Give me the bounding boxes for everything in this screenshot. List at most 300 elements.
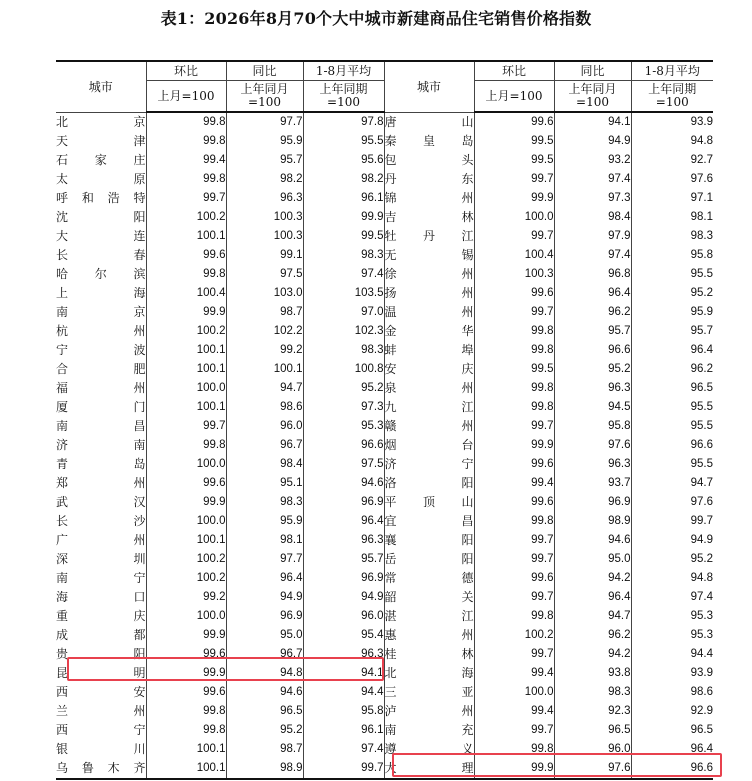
mom-value: 99.6 [146, 683, 226, 702]
avg-value: 97.3 [303, 398, 384, 417]
city-name: 扬州 [384, 284, 474, 303]
city-name: 郑州 [56, 476, 146, 490]
mom-value: 99.8 [146, 436, 226, 455]
city-name: 兰州 [56, 704, 146, 718]
avg-value: 102.3 [303, 322, 384, 341]
avg-value: 96.9 [303, 569, 384, 588]
avg-value: 98.3 [303, 246, 384, 265]
mom-value: 100.2 [474, 626, 554, 645]
yoy-value: 94.9 [226, 588, 303, 607]
mom-value: 99.9 [146, 626, 226, 645]
city-name: 平顶山 [384, 493, 474, 512]
yoy-value: 97.5 [226, 265, 303, 284]
yoy-value: 94.2 [554, 645, 631, 664]
avg-value: 98.6 [631, 683, 713, 702]
table-row [56, 664, 713, 683]
mom-value: 99.9 [474, 436, 554, 455]
header-city-right: 城市 [384, 61, 474, 112]
table-row [56, 588, 713, 607]
table-row [56, 284, 713, 303]
avg-value: 96.2 [631, 360, 713, 379]
city-name: 贵阳 [56, 647, 146, 661]
mom-value: 99.6 [474, 112, 554, 132]
mom-value: 100.4 [146, 284, 226, 303]
mom-value: 100.1 [146, 398, 226, 417]
city-name: 泉州 [384, 379, 474, 398]
mom-value: 99.6 [474, 455, 554, 474]
table-row [56, 474, 713, 493]
yoy-value: 99.1 [226, 246, 303, 265]
avg-value: 96.0 [303, 607, 384, 626]
mom-value: 99.7 [474, 721, 554, 740]
city-name: 韶关 [384, 588, 474, 607]
city-name: 岳阳 [384, 550, 474, 569]
table-row [56, 417, 713, 436]
yoy-value: 103.0 [226, 284, 303, 303]
avg-value: 97.8 [303, 112, 384, 132]
avg-value: 97.1 [631, 189, 713, 208]
city-name: 赣州 [384, 417, 474, 436]
table-row [56, 303, 713, 322]
yoy-value: 98.9 [554, 512, 631, 531]
avg-value: 96.6 [631, 759, 713, 779]
yoy-value: 97.6 [554, 436, 631, 455]
yoy-value: 95.7 [226, 151, 303, 170]
avg-value: 95.3 [631, 607, 713, 626]
city-name: 三亚 [384, 683, 474, 702]
mom-value: 100.2 [146, 569, 226, 588]
table-row [56, 759, 713, 779]
yoy-value: 95.2 [226, 721, 303, 740]
avg-value: 96.6 [631, 436, 713, 455]
mom-value: 100.2 [146, 550, 226, 569]
yoy-value: 94.2 [554, 569, 631, 588]
mom-value: 100.1 [146, 360, 226, 379]
avg-value: 100.8 [303, 360, 384, 379]
avg-value: 93.9 [631, 664, 713, 683]
city-name: 南昌 [56, 419, 146, 433]
avg-value: 98.3 [631, 227, 713, 246]
avg-value: 95.2 [631, 284, 713, 303]
avg-value: 94.8 [631, 569, 713, 588]
yoy-value: 97.3 [554, 189, 631, 208]
yoy-value: 94.7 [554, 607, 631, 626]
mom-value: 99.8 [146, 702, 226, 721]
yoy-value: 95.0 [226, 626, 303, 645]
table-row [56, 132, 713, 151]
table-row [56, 322, 713, 341]
mom-value: 99.7 [146, 189, 226, 208]
city-name: 金华 [384, 322, 474, 341]
yoy-value: 95.7 [554, 322, 631, 341]
avg-value: 92.7 [631, 151, 713, 170]
yoy-value: 100.1 [226, 360, 303, 379]
table-row [56, 531, 713, 550]
mom-value: 100.2 [146, 208, 226, 227]
mom-value: 100.0 [146, 455, 226, 474]
mom-value: 99.4 [146, 151, 226, 170]
yoy-value: 96.8 [554, 265, 631, 284]
header-mom-left: 环比 [146, 61, 226, 81]
mom-value: 99.6 [474, 284, 554, 303]
city-name: 福州 [56, 381, 146, 395]
mom-value: 99.9 [474, 189, 554, 208]
mom-value: 99.6 [474, 493, 554, 512]
mom-value: 99.6 [474, 569, 554, 588]
table-row [56, 683, 713, 702]
city-name: 无锡 [384, 246, 474, 265]
mom-value: 99.9 [146, 493, 226, 512]
city-name: 广州 [56, 533, 146, 547]
mom-value: 99.5 [474, 132, 554, 151]
yoy-value: 95.9 [226, 132, 303, 151]
yoy-value: 96.3 [554, 379, 631, 398]
city-name: 长沙 [56, 514, 146, 528]
city-name: 泸州 [384, 702, 474, 721]
avg-value: 97.6 [631, 170, 713, 189]
avg-value: 96.3 [303, 531, 384, 550]
header-mom-right: 环比 [474, 61, 554, 81]
table-row [56, 436, 713, 455]
mom-value: 99.6 [146, 246, 226, 265]
avg-value: 98.3 [303, 341, 384, 360]
mom-value: 99.7 [474, 417, 554, 436]
yoy-value: 94.6 [554, 531, 631, 550]
mom-value: 99.8 [146, 112, 226, 132]
avg-value: 95.6 [303, 151, 384, 170]
yoy-value: 94.1 [554, 112, 631, 132]
city-name: 北京 [56, 114, 146, 129]
avg-value: 95.2 [631, 550, 713, 569]
city-name: 长春 [56, 248, 146, 262]
avg-value: 94.9 [303, 588, 384, 607]
header-avg-left: 1-8月平均 [303, 61, 384, 81]
yoy-value: 102.2 [226, 322, 303, 341]
yoy-value: 96.0 [554, 740, 631, 759]
yoy-value: 96.9 [554, 493, 631, 512]
mom-value: 99.8 [474, 341, 554, 360]
yoy-value: 96.0 [226, 417, 303, 436]
avg-value: 92.9 [631, 702, 713, 721]
mom-value: 99.7 [474, 645, 554, 664]
avg-value: 94.4 [303, 683, 384, 702]
mom-value: 100.1 [146, 740, 226, 759]
mom-value: 99.5 [474, 151, 554, 170]
avg-value: 95.8 [303, 702, 384, 721]
yoy-value: 92.3 [554, 702, 631, 721]
yoy-value: 96.2 [554, 626, 631, 645]
sub-mom-left: 上月=100 [146, 81, 226, 113]
yoy-value: 94.6 [226, 683, 303, 702]
avg-value: 94.4 [631, 645, 713, 664]
table-row [56, 702, 713, 721]
city-name: 安庆 [384, 360, 474, 379]
avg-value: 97.4 [631, 588, 713, 607]
avg-value: 93.9 [631, 112, 713, 132]
city-name: 丹东 [384, 170, 474, 189]
city-name: 包头 [384, 151, 474, 170]
yoy-value: 96.5 [554, 721, 631, 740]
mom-value: 99.7 [474, 227, 554, 246]
yoy-value: 93.7 [554, 474, 631, 493]
table-row [56, 550, 713, 569]
table-row [56, 112, 713, 132]
yoy-value: 98.6 [226, 398, 303, 417]
sub-avg-left: 上年同期 =100 [303, 81, 384, 113]
mom-value: 99.8 [474, 398, 554, 417]
mom-value: 99.9 [146, 664, 226, 683]
yoy-value: 96.2 [554, 303, 631, 322]
avg-value: 99.7 [303, 759, 384, 779]
header-city-left: 城市 [56, 61, 146, 112]
table-row [56, 569, 713, 588]
yoy-value: 96.5 [226, 702, 303, 721]
table-row [56, 208, 713, 227]
avg-value: 96.5 [631, 721, 713, 740]
avg-value: 96.1 [303, 189, 384, 208]
avg-value: 96.3 [303, 645, 384, 664]
avg-value: 95.7 [631, 322, 713, 341]
yoy-value: 94.8 [226, 664, 303, 683]
mom-value: 100.1 [146, 531, 226, 550]
table-row [56, 398, 713, 417]
mom-value: 99.8 [474, 379, 554, 398]
avg-value: 98.1 [631, 208, 713, 227]
city-name: 惠州 [384, 626, 474, 645]
yoy-value: 98.4 [554, 208, 631, 227]
avg-value: 94.8 [631, 132, 713, 151]
header-yoy-right: 同比 [554, 61, 631, 81]
sub-avg-right: 上年同期 =100 [631, 81, 713, 113]
yoy-value: 96.9 [226, 607, 303, 626]
avg-value: 96.9 [303, 493, 384, 512]
yoy-value: 97.7 [226, 112, 303, 132]
mom-value: 99.8 [146, 265, 226, 284]
mom-value: 100.1 [146, 759, 226, 779]
mom-value: 99.6 [146, 474, 226, 493]
table-row [56, 645, 713, 664]
table-row [56, 626, 713, 645]
yoy-value: 93.8 [554, 664, 631, 683]
city-name: 昆明 [56, 666, 146, 680]
table-row [56, 151, 713, 170]
city-name: 温州 [384, 303, 474, 322]
table-row [56, 189, 713, 208]
sub-yoy-right: 上年同月 =100 [554, 81, 631, 113]
mom-value: 100.1 [146, 341, 226, 360]
avg-value: 95.9 [631, 303, 713, 322]
yoy-value: 94.9 [554, 132, 631, 151]
city-name: 秦皇岛 [384, 132, 474, 151]
avg-value: 95.5 [303, 132, 384, 151]
yoy-value: 96.4 [226, 569, 303, 588]
price-index-table [56, 60, 713, 780]
avg-value: 96.5 [631, 379, 713, 398]
table-row [56, 607, 713, 626]
mom-value: 99.8 [146, 170, 226, 189]
avg-value: 97.6 [631, 493, 713, 512]
yoy-value: 97.6 [554, 759, 631, 779]
avg-value: 99.5 [303, 227, 384, 246]
mom-value: 99.4 [474, 702, 554, 721]
yoy-value: 98.7 [226, 303, 303, 322]
yoy-value: 95.1 [226, 474, 303, 493]
yoy-value: 96.3 [554, 455, 631, 474]
table-title: 表1：2026年8月70个大中城市新建商品住宅销售价格指数 [160, 9, 592, 28]
city-name: 徐州 [384, 265, 474, 284]
avg-value: 95.5 [631, 398, 713, 417]
mom-value: 100.0 [474, 208, 554, 227]
yoy-value: 99.2 [226, 341, 303, 360]
mom-value: 99.8 [474, 740, 554, 759]
city-name: 蚌埠 [384, 341, 474, 360]
yoy-value: 97.4 [554, 170, 631, 189]
yoy-value: 98.3 [226, 493, 303, 512]
avg-value: 95.3 [303, 417, 384, 436]
city-name: 重庆 [56, 609, 146, 623]
mom-value: 100.0 [146, 607, 226, 626]
avg-value: 96.4 [631, 341, 713, 360]
avg-value: 96.1 [303, 721, 384, 740]
table-row [56, 740, 713, 759]
avg-value: 95.2 [303, 379, 384, 398]
avg-value: 95.4 [303, 626, 384, 645]
mom-value: 99.7 [474, 550, 554, 569]
table-row [56, 493, 713, 512]
city-name: 南宁 [56, 571, 146, 585]
yoy-value: 97.7 [226, 550, 303, 569]
city-name: 大理 [384, 759, 474, 779]
city-name: 杭州 [56, 324, 146, 338]
yoy-value: 96.7 [226, 645, 303, 664]
yoy-value: 95.9 [226, 512, 303, 531]
city-name: 南充 [384, 721, 474, 740]
avg-value: 94.9 [631, 531, 713, 550]
city-name: 襄阳 [384, 531, 474, 550]
yoy-value: 93.2 [554, 151, 631, 170]
yoy-value: 98.7 [226, 740, 303, 759]
city-name: 乌鲁木齐 [56, 761, 146, 775]
city-name: 呼和浩特 [56, 191, 146, 205]
mom-value: 99.2 [146, 588, 226, 607]
city-name: 大连 [56, 229, 146, 243]
mom-value: 99.8 [146, 721, 226, 740]
table-row [56, 170, 713, 189]
yoy-value: 98.3 [554, 683, 631, 702]
city-name: 济宁 [384, 455, 474, 474]
table-row [56, 721, 713, 740]
yoy-value: 96.6 [554, 341, 631, 360]
city-name: 南京 [56, 305, 146, 319]
yoy-value: 98.4 [226, 455, 303, 474]
avg-value: 96.4 [303, 512, 384, 531]
city-name: 宜昌 [384, 512, 474, 531]
city-name: 洛阳 [384, 474, 474, 493]
yoy-value: 97.4 [554, 246, 631, 265]
avg-value: 97.4 [303, 740, 384, 759]
avg-value: 95.8 [631, 246, 713, 265]
header-avg-right: 1-8月平均 [631, 61, 713, 81]
avg-value: 103.5 [303, 284, 384, 303]
avg-value: 95.5 [631, 265, 713, 284]
table-row [56, 246, 713, 265]
table-row [56, 455, 713, 474]
mom-value: 99.7 [474, 588, 554, 607]
yoy-value: 100.3 [226, 227, 303, 246]
yoy-value: 100.3 [226, 208, 303, 227]
city-name: 天津 [56, 134, 146, 148]
yoy-value: 96.4 [554, 588, 631, 607]
mom-value: 99.5 [474, 360, 554, 379]
mom-value: 99.7 [474, 170, 554, 189]
yoy-value: 94.5 [554, 398, 631, 417]
yoy-value: 95.0 [554, 550, 631, 569]
city-name: 沈阳 [56, 210, 146, 224]
city-name: 北海 [384, 664, 474, 683]
mom-value: 99.7 [474, 303, 554, 322]
city-name: 武汉 [56, 495, 146, 509]
table-row [56, 360, 713, 379]
yoy-value: 98.1 [226, 531, 303, 550]
city-name: 吉林 [384, 208, 474, 227]
avg-value: 95.5 [631, 455, 713, 474]
city-name: 太原 [56, 172, 146, 186]
mom-value: 99.8 [474, 607, 554, 626]
yoy-value: 96.7 [226, 436, 303, 455]
yoy-value: 98.9 [226, 759, 303, 779]
avg-value: 94.6 [303, 474, 384, 493]
mom-value: 100.0 [146, 379, 226, 398]
city-name: 湛江 [384, 607, 474, 626]
city-name: 上海 [56, 286, 146, 300]
mom-value: 99.4 [474, 474, 554, 493]
avg-value: 94.7 [631, 474, 713, 493]
mom-value: 100.1 [146, 227, 226, 246]
yoy-value: 94.7 [226, 379, 303, 398]
city-name: 锦州 [384, 189, 474, 208]
table-body [56, 112, 713, 779]
yoy-value: 98.2 [226, 170, 303, 189]
yoy-value: 96.3 [226, 189, 303, 208]
city-name: 西宁 [56, 723, 146, 737]
city-name: 合肥 [56, 362, 146, 376]
mom-value: 99.8 [146, 132, 226, 151]
sub-mom-right: 上月=100 [474, 81, 554, 113]
avg-value: 96.6 [303, 436, 384, 455]
mom-value: 100.4 [474, 246, 554, 265]
sub-yoy-left: 上年同月 =100 [226, 81, 303, 113]
city-name: 深圳 [56, 552, 146, 566]
mom-value: 99.7 [146, 417, 226, 436]
avg-value: 97.5 [303, 455, 384, 474]
city-name: 常德 [384, 569, 474, 588]
mom-value: 99.7 [474, 531, 554, 550]
header-yoy-left: 同比 [226, 61, 303, 81]
city-name: 济南 [56, 438, 146, 452]
yoy-value: 95.2 [554, 360, 631, 379]
avg-value: 96.4 [631, 740, 713, 759]
city-name: 烟台 [384, 436, 474, 455]
city-name: 厦门 [56, 400, 146, 414]
avg-value: 99.9 [303, 208, 384, 227]
mom-value: 100.0 [146, 512, 226, 531]
city-name: 石家庄 [56, 153, 146, 167]
city-name: 唐山 [384, 112, 474, 132]
mom-value: 100.0 [474, 683, 554, 702]
city-name: 青岛 [56, 457, 146, 471]
avg-value: 99.7 [631, 512, 713, 531]
yoy-value: 96.4 [554, 284, 631, 303]
